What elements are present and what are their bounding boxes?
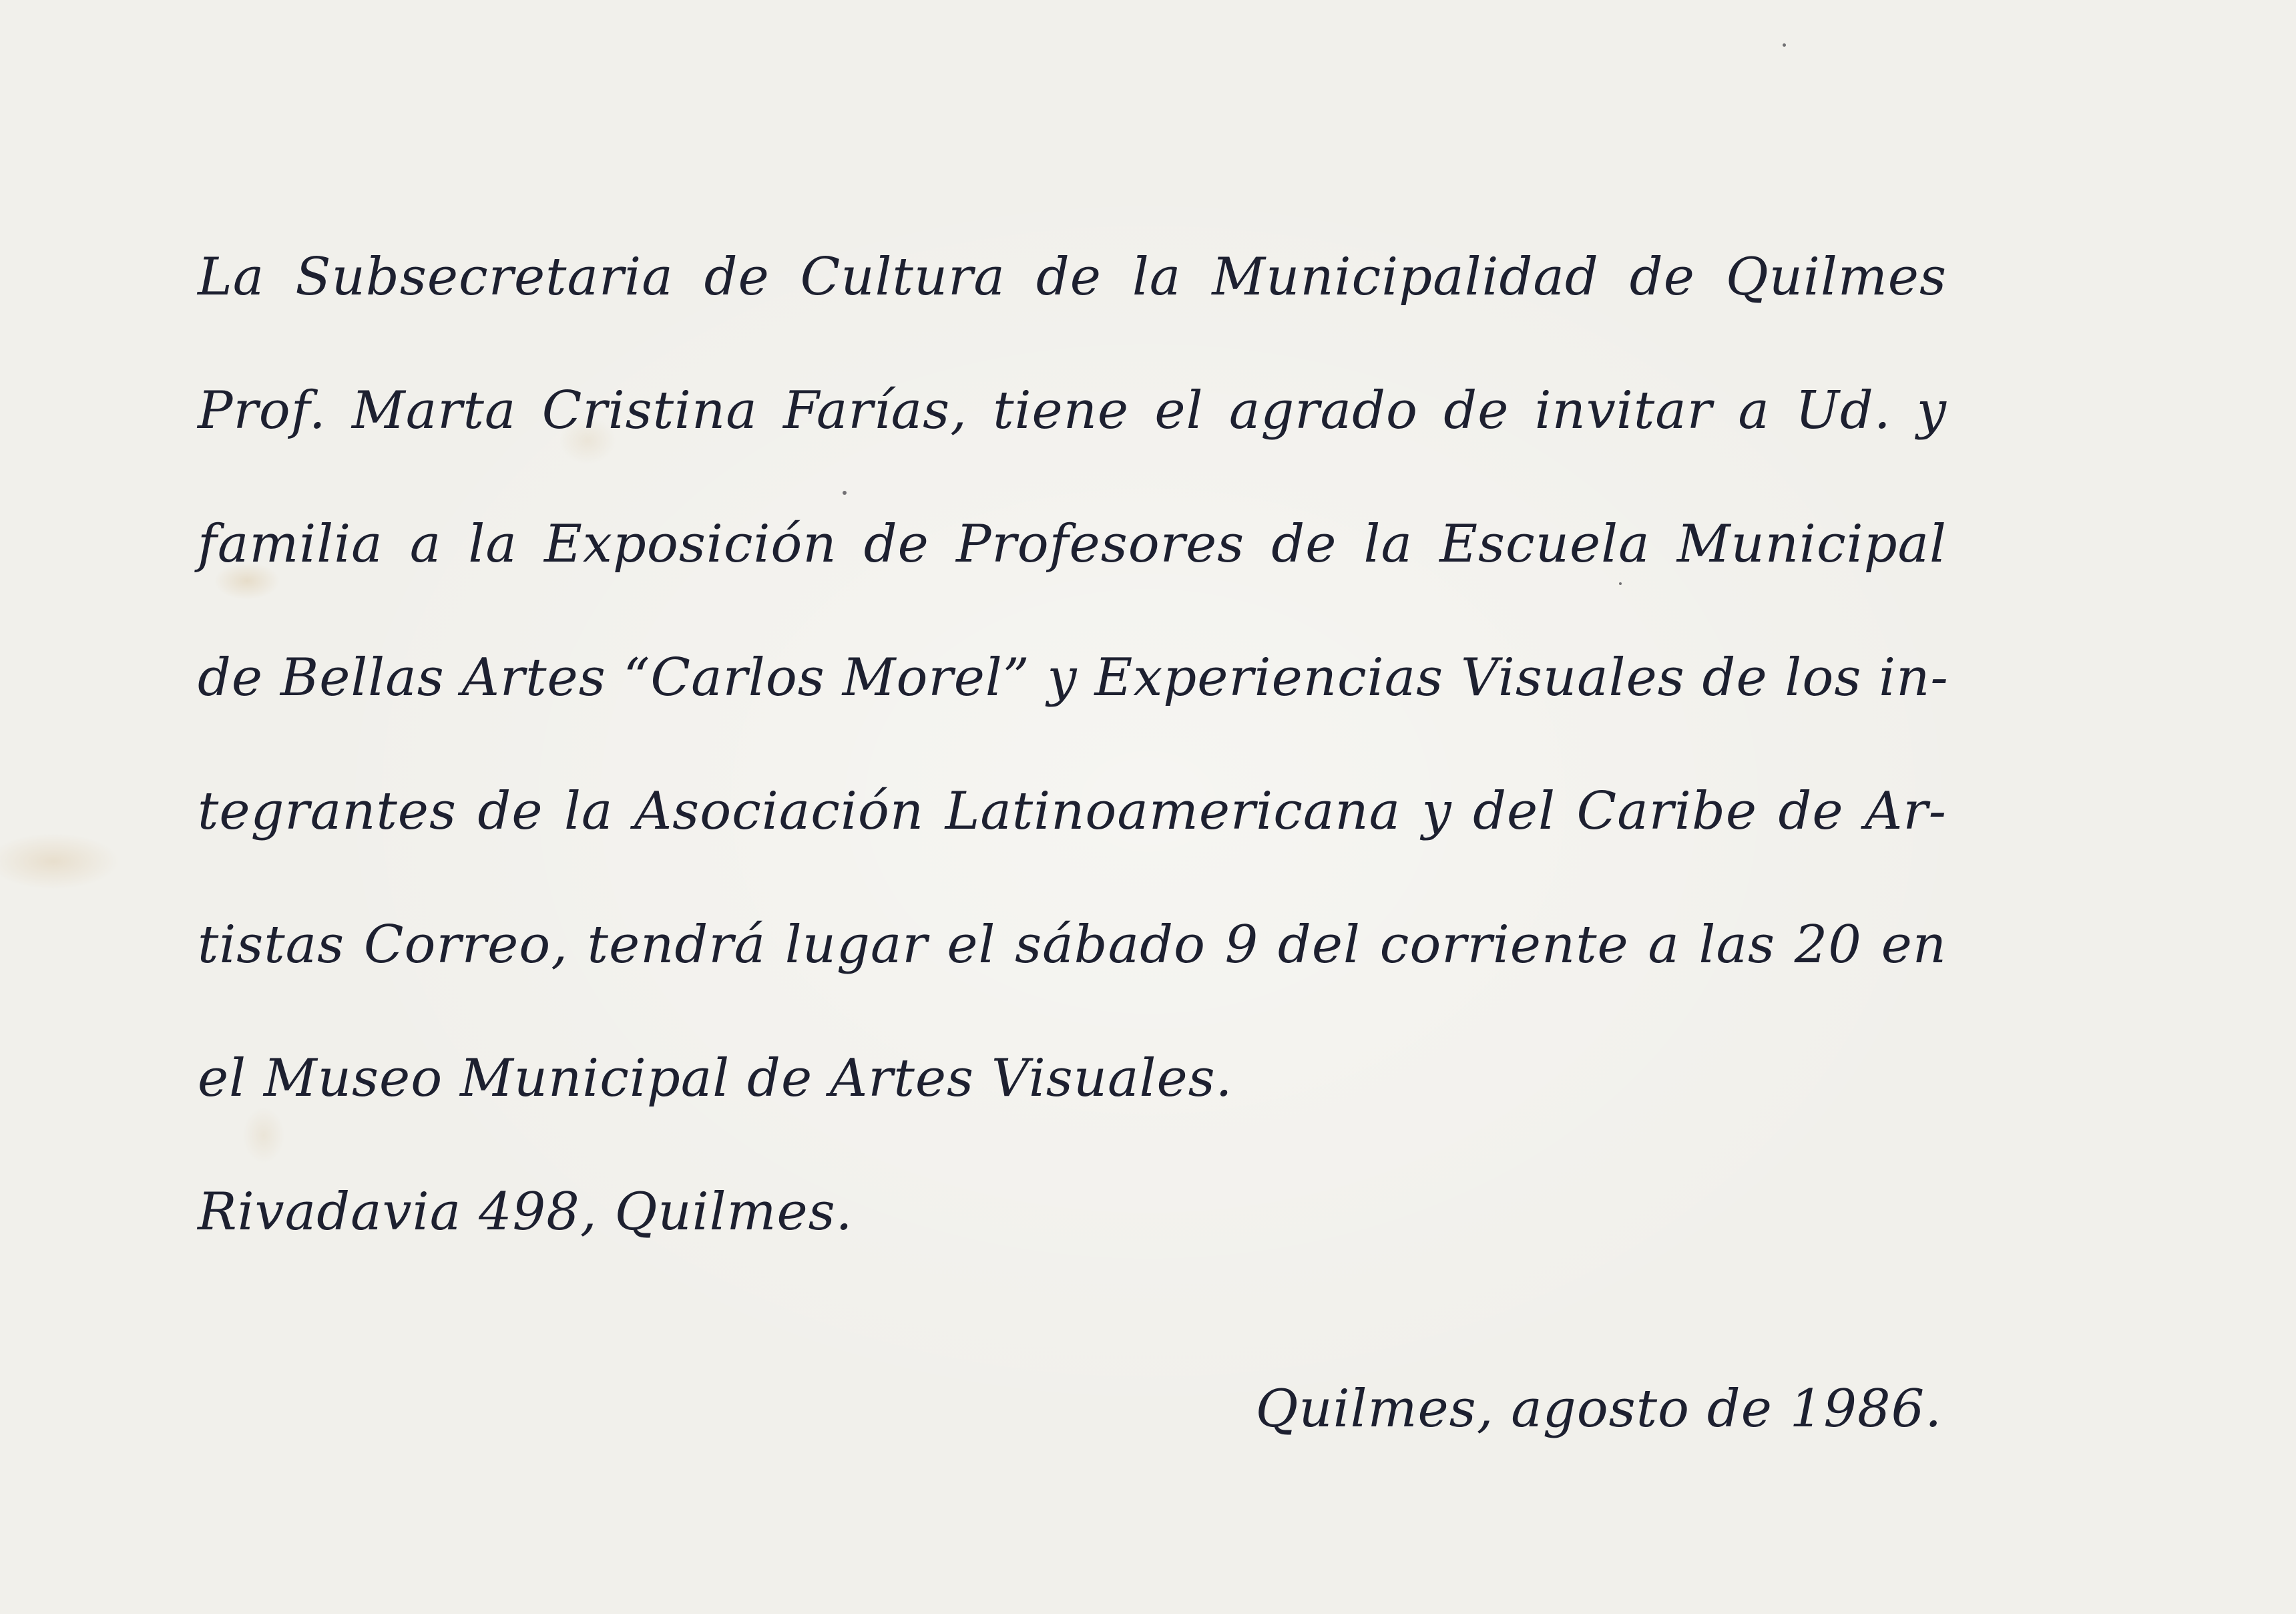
place-date: Quilmes, agosto de 1986.	[1255, 1379, 1942, 1439]
invitation-line-6: tistas Correo, tendrá lugar el sábado 9 del corriente a las 20 en	[198, 915, 1947, 975]
invitation-line-1: La Subsecretaria de Cultura de la Municipalidad de Quilmes	[198, 247, 1947, 307]
address-line: Rivadavia 498, Quilmes.	[198, 1182, 853, 1242]
invitation-line-7: el Museo Municipal de Artes Visuales.	[198, 1048, 1233, 1108]
invitation-line-4: de Bellas Artes “Carlos Morel” y Experiencias Visuales de los in-	[198, 648, 1949, 708]
invitation-line-2: Prof. Marta Cristina Farías, tiene el agrado de invitar a Ud. y	[198, 381, 1947, 441]
paper-speck	[1619, 582, 1622, 585]
invitation-line-3: familia a la Exposición de Profesores de la Escuela Municipal	[198, 514, 1947, 574]
invitation-line-5: tegrantes de la Asociación Latinoamericana y del Caribe de Ar-	[198, 781, 1947, 841]
paper-speck	[1783, 43, 1786, 47]
invitation-body	[198, 237, 1947, 1305]
paper-speck	[843, 491, 847, 495]
